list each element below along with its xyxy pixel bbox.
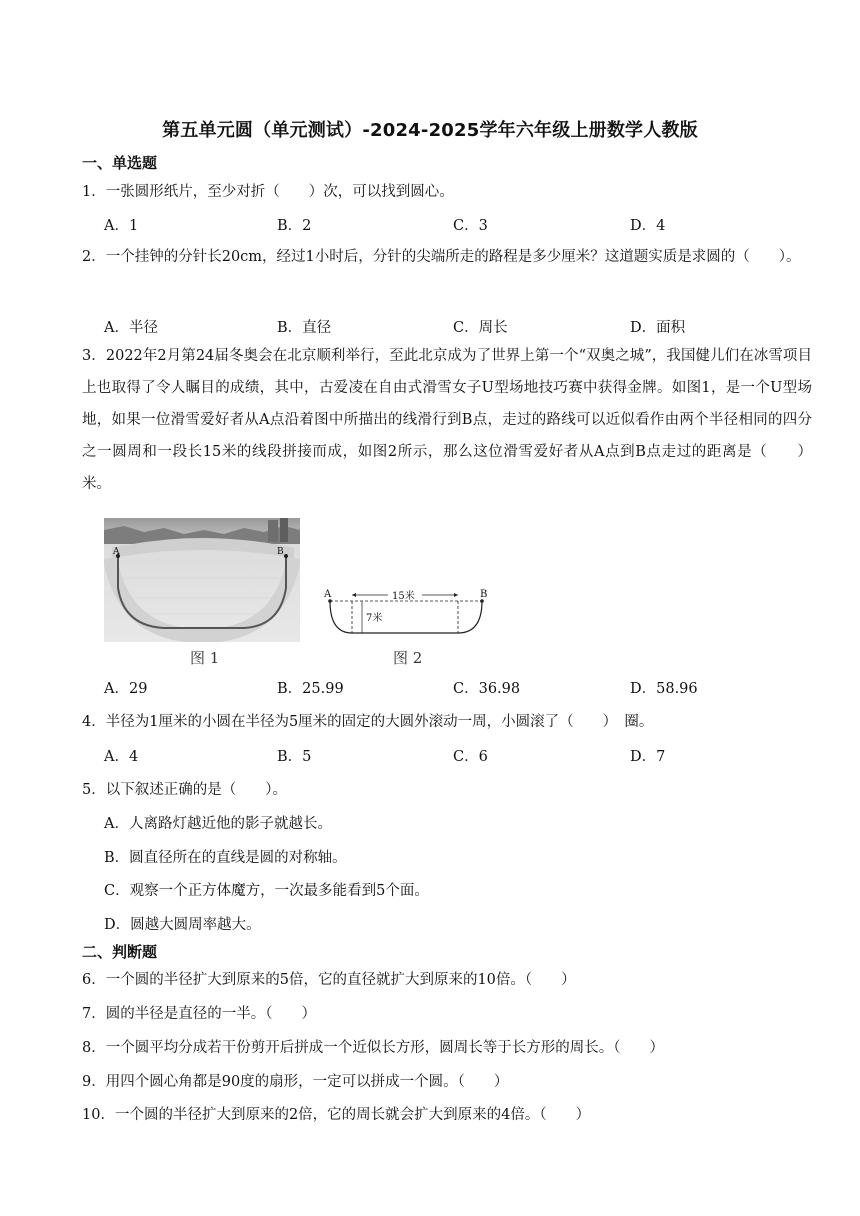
question-2-option-a: A．半径	[104, 320, 158, 336]
question-3-option-a: A．29	[104, 681, 148, 697]
diagram-label-b: B	[480, 589, 488, 600]
question-9-stem: 9．用四个圆心角都是90度的扇形，一定可以拼成一个圆。（ ）	[82, 1074, 509, 1090]
question-5-option-b: B．圆直径所在的直线是圆的对称轴。	[104, 850, 347, 866]
diagram-length-label: 15米	[392, 591, 415, 602]
question-5-stem: 5．以下叙述正确的是（ ）。	[82, 782, 287, 798]
question-4-option-d: D．7	[630, 749, 666, 765]
question-1-option-d: D．4	[630, 218, 666, 234]
section-heading-single-choice: 一、单选题	[82, 154, 158, 172]
question-3-figures	[104, 515, 504, 675]
question-2-option-d: D．面积	[630, 320, 686, 336]
question-2-option-b: B．直径	[277, 320, 332, 336]
question-2-option-c: C．周长	[453, 320, 508, 336]
diagram-label-a: A	[324, 589, 332, 600]
question-2-stem: 2．一个挂钟的分针长20cm，经过1小时后，分针的尖端所走的路程是多少厘米？这道题实质是求圆的（ ）。	[82, 249, 801, 265]
question-3-option-c: C．36.98	[453, 681, 521, 697]
question-4-option-a: A．4	[104, 749, 139, 765]
question-5-option-a: A．人离路灯越近他的影子就越长。	[104, 816, 332, 832]
question-1-option-a: A．1	[104, 218, 139, 234]
diagram-height-label: 7米	[366, 613, 383, 624]
question-7-stem: 7．圆的半径是直径的一半。（ ）	[82, 1006, 316, 1022]
halfpipe-diagram	[322, 589, 502, 645]
question-4-option-b: B．5	[277, 749, 312, 765]
photo-label-a: A	[113, 547, 120, 557]
question-3-option-d: D．58.96	[630, 681, 698, 697]
figure-1-caption: 图 1	[190, 649, 220, 667]
question-6-stem: 6．一个圆的半径扩大到原来的5倍，它的直径就扩大到原来的10倍。（ ）	[82, 972, 576, 988]
question-1-option-c: C．3	[453, 218, 488, 234]
question-1-option-b: B．2	[277, 218, 312, 234]
question-5-option-c: C．观察一个正方体魔方，一次最多能看到5个面。	[104, 883, 429, 899]
photo-label-b: B	[277, 547, 284, 557]
question-5-option-d: D．圆越大圆周率越大。	[104, 917, 261, 933]
page-title: 第五单元圆（单元测试）-2024-2025学年六年级上册数学人教版	[162, 120, 698, 141]
question-4-option-c: C．6	[453, 749, 488, 765]
question-3-option-b: B．25.99	[277, 681, 344, 697]
question-3-stem: 3．2022年2月第24届冬奥会在北京顺利举行，至此北京成为了世界上第一个“双奥之城”，我国健儿们在冰雪项目上也取得了令人瞩目的成绩，其中，古爱凌在自由式滑雪女子U型场地技巧赛中获得金牌。如图1，是一个U型场地，如果一位滑雪爱好者从A点沿着图中所描出的线滑行到B点，走过的路线可以近似看作由两个半径相同的四分之一圆周和一段长15米的线段拼接而成，如图2所示，那么这位滑雪爱好者从A点到B点走过的距离是（ ）米。	[82, 348, 812, 492]
figure-2-caption: 图 2	[393, 649, 423, 667]
section-heading-true-false: 二、判断题	[82, 943, 158, 961]
question-1-stem: 1．一张圆形纸片，至少对折（ ）次，可以找到圆心。	[82, 184, 454, 200]
question-10-stem: 10．一个圆的半径扩大到原来的2倍，它的周长就会扩大到原来的4倍。（ ）	[82, 1107, 591, 1123]
question-4-stem: 4．半径为1厘米的小圆在半径为5厘米的固定的大圆外滚动一周，小圆滚了（ ） 圈。	[82, 714, 654, 730]
halfpipe-photo-image	[104, 518, 300, 642]
question-8-stem: 8．一个圆平均分成若干份剪开后拼成一个近似长方形，圆周长等于长方形的周长。（ ）	[82, 1040, 664, 1056]
